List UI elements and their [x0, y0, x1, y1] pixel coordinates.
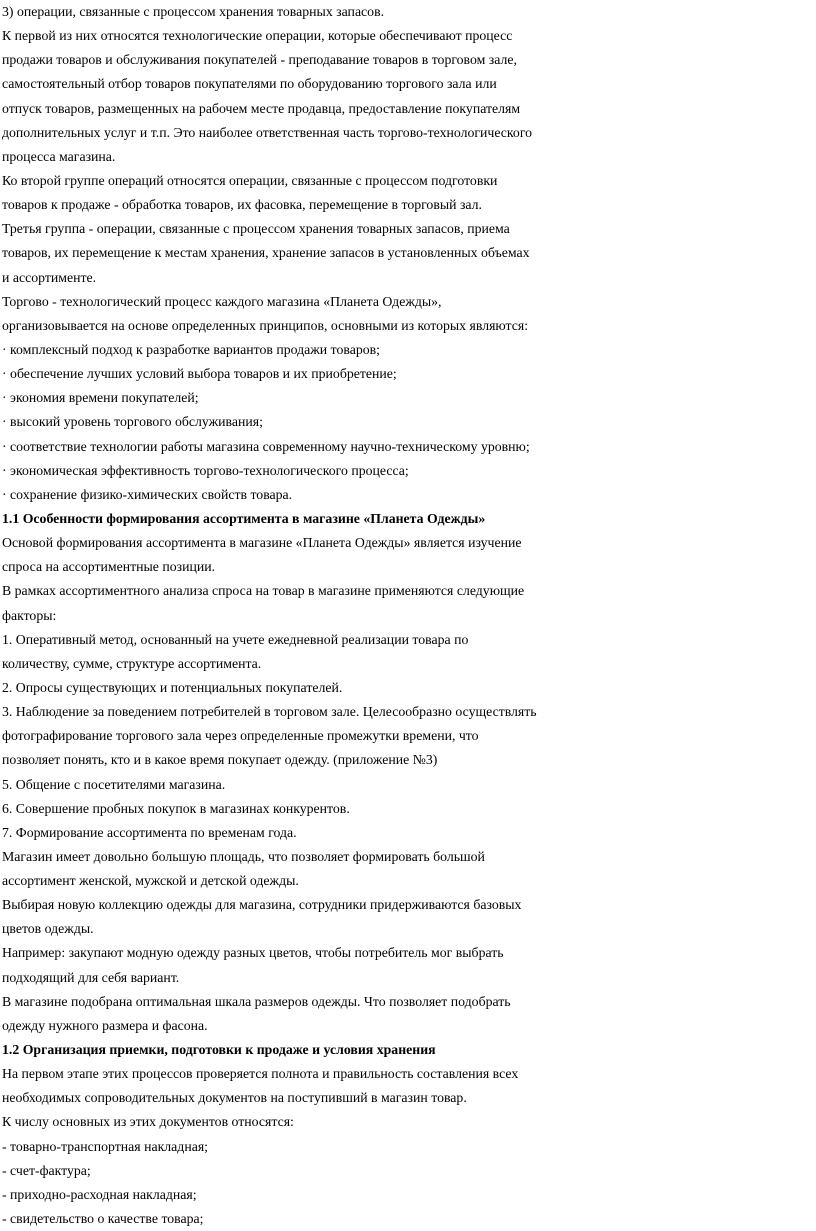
text-line: Основой формирования ассортимента в магазине «Планета Одежды» является изучение — [2, 535, 522, 551]
text-line: необходимых сопроводительных документов на поступивший в магазин товар. — [2, 1090, 467, 1106]
text-line: · сохранение физико-химических свойств товара. — [2, 486, 293, 502]
text-line: · обеспечение лучших условий выбора товаров и их приобретение; — [2, 366, 397, 382]
text-line: · высокий уровень торгового обслуживания; — [2, 414, 263, 430]
text-line: и ассортименте. — [2, 269, 97, 285]
text-line: Выбирая новую коллекцию одежды для магазина, сотрудники придерживаются базовых — [2, 897, 522, 913]
text-line: · экономическая эффективность торгово-технологического процесса; — [2, 462, 409, 478]
text-line: дополнительных услуг и т.п. Это наиболее ответственная часть торгово-технологического — [2, 124, 533, 140]
text-line: Например: закупают модную одежду разных цветов, чтобы потребитель мог выбрать — [2, 945, 504, 961]
text-line: В магазине подобрана оптимальная шкала размеров одежды. Что позволяет подобрать — [2, 993, 511, 1009]
text-line: - приходно-расходная накладная; — [2, 1186, 197, 1202]
text-line: товаров к продаже - обработка товаров, их фасовка, перемещение в торговый зал. — [2, 197, 482, 213]
text-line: 1. Оперативный метод, основанный на учете ежедневной реализации товара по — [2, 631, 469, 647]
text-line: Ко второй группе операций относятся операции, связанные с процессом подготовки — [2, 172, 498, 188]
text-line: товаров, их перемещение к местам хранения, хранение запасов в установленных объемах — [2, 245, 530, 261]
text-line: · соответствие технологии работы магазина современному научно-техническому уровню; — [2, 438, 530, 454]
text-line: фотографирование торгового зала через определенные промежутки времени, что — [2, 728, 479, 744]
text-line: 6. Совершение пробных покупок в магазинах конкурентов. — [2, 800, 350, 816]
text-line: 3. Наблюдение за поведением потребителей в торговом зале. Целесообразно осуществлять — [2, 704, 537, 720]
section-heading: 1.1 Особенности формирования ассортимента в магазине «Планета Одежды» — [2, 510, 486, 526]
text-line: позволяет понять, кто и в какое время покупает одежду. (приложение №3) — [2, 752, 438, 768]
text-line: цветов одежды. — [2, 921, 94, 937]
text-line: Торгово - технологический процесс каждого магазина «Планета Одежды», — [2, 293, 442, 309]
text-line: 7. Формирование ассортимента по временам года. — [2, 824, 297, 840]
text-line: факторы: — [2, 607, 57, 623]
text-line: К числу основных из этих документов относятся: — [2, 1114, 294, 1130]
text-line: процесса магазина. — [2, 148, 116, 164]
text-line: ассортимент женской, мужской и детской одежды. — [2, 873, 299, 889]
text-line: 5. Общение с посетителями магазина. — [2, 776, 226, 792]
text-line: продажи товаров и обслуживания покупателей - преподавание товаров в торговом зале, — [2, 52, 517, 68]
text-line: организовывается на основе определенных принципов, основными из которых являются: — [2, 317, 529, 333]
text-line: 3) операции, связанные с процессом хранения товарных запасов. — [2, 4, 385, 19]
text-line: Магазин имеет довольно большую площадь, что позволяет формировать большой — [2, 848, 485, 864]
text-line: Третья группа - операции, связанные с процессом хранения товарных запасов, приема — [2, 221, 510, 237]
text-line: спроса на ассортиментные позиции. — [2, 559, 216, 575]
text-line: одежду нужного размера и фасона. — [2, 1017, 208, 1033]
section-heading: 1.2 Организация приемки, подготовки к продаже и условия хранения — [2, 1042, 436, 1058]
text-line: · комплексный подход к разработке вариантов продажи товаров; — [2, 341, 380, 357]
text-line: - товарно-транспортная накладная; — [2, 1138, 209, 1154]
text-line: - свидетельство о качестве товара; — [2, 1211, 204, 1227]
text-line: В рамках ассортиментного анализа спроса на товар в магазине применяются следующие — [2, 583, 525, 599]
text-line: самостоятельный отбор товаров покупателями по оборудованию торгового зала или — [2, 76, 497, 92]
text-line: - счет-фактура; — [2, 1162, 91, 1178]
text-line: На первом этапе этих процессов проверяется полнота и правильность составления всех — [2, 1066, 519, 1082]
text-line: · экономия времени покупателей; — [2, 390, 199, 406]
text-line: подходящий для себя вариант. — [2, 969, 180, 985]
text-line: отпуск товаров, размещенных на рабочем месте продавца, предоставление покупателям — [2, 100, 521, 116]
text-line: количеству, сумме, структуре ассортимента. — [2, 655, 262, 671]
text-line: К первой из них относятся технологические операции, которые обеспечивают процесс — [2, 28, 513, 44]
text-line: 2. Опросы существующих и потенциальных покупателей. — [2, 679, 343, 695]
